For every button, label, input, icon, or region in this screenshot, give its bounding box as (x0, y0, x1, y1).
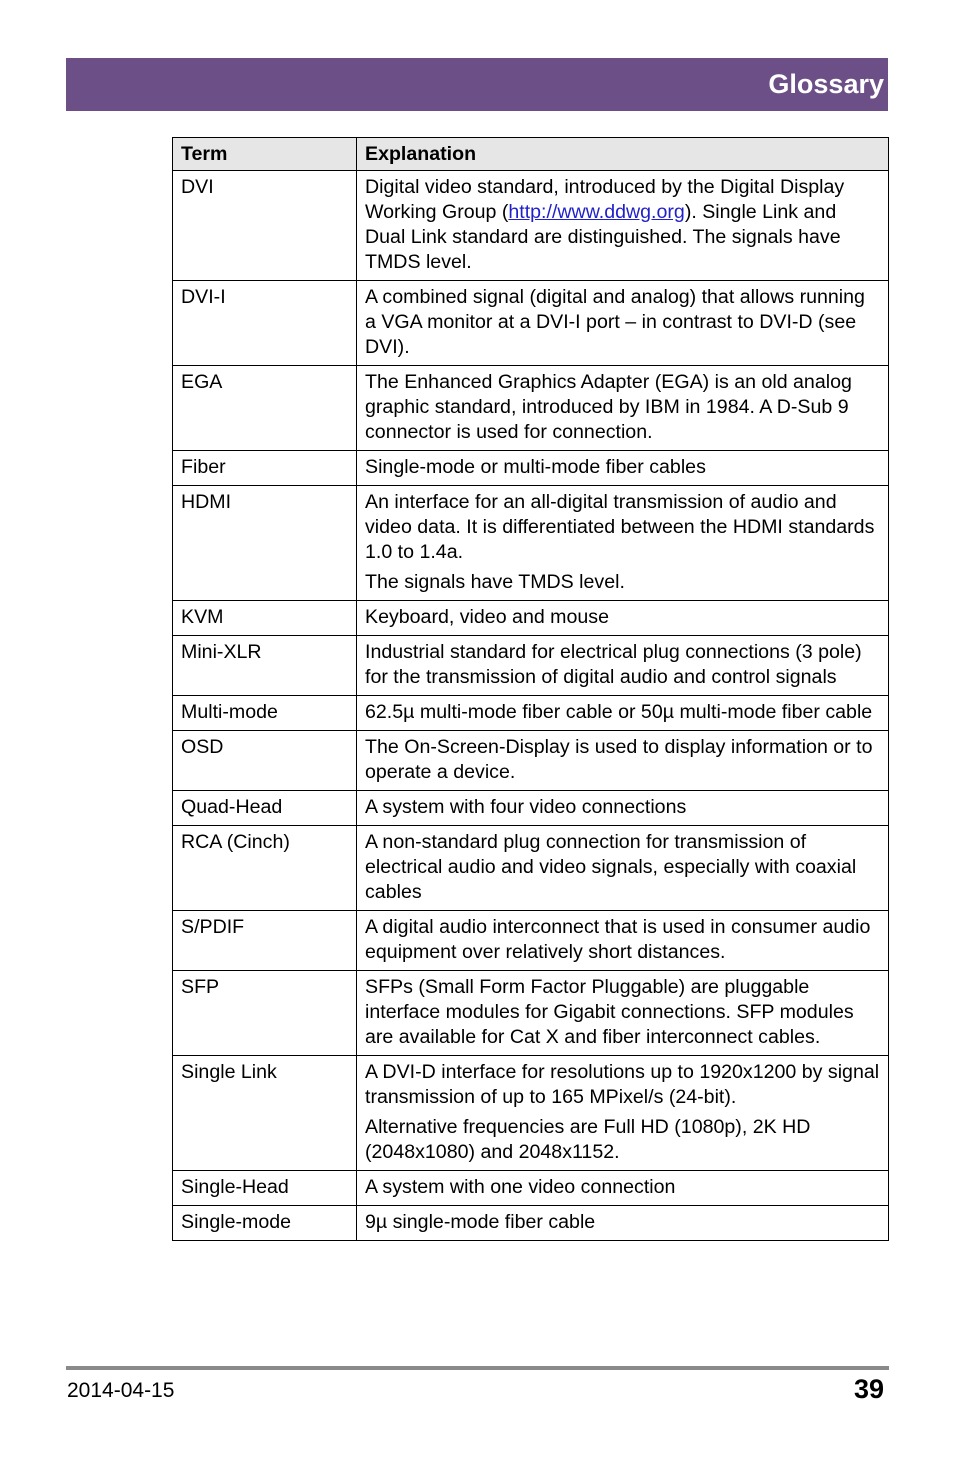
explanation-text: 62.5µ multi-mode fiber cable or 50µ multi-mode fiber cable (365, 701, 873, 723)
explanation-cell (357, 826, 889, 911)
explanation-cell (357, 451, 889, 486)
table-row (173, 486, 889, 601)
explanation-text: The signals have TMDS level. (365, 571, 625, 593)
table-row (173, 971, 889, 1056)
term-cell: DVI (173, 171, 357, 281)
glossary-table (172, 137, 889, 1241)
table-row (173, 1056, 889, 1171)
term-cell: Single-Head (173, 1171, 357, 1206)
table-header-row (173, 138, 889, 171)
column-header-explanation: Explanation (357, 138, 889, 171)
footer-date: 2014-04-15 (67, 1379, 175, 1402)
explanation-text: Digital video standard, introduced by the Digital Display Working Group ( (365, 176, 845, 223)
explanation-cell (357, 1171, 889, 1206)
table-row (173, 791, 889, 826)
glossary-body (173, 171, 889, 1241)
explanation-cell (357, 911, 889, 971)
table-row (173, 601, 889, 636)
header-bar (66, 58, 888, 111)
explanation-text: A system with four video connections (365, 796, 687, 818)
explanation-text: The Enhanced Graphics Adapter (EGA) is an old analog graphic standard, introduced by IBM in 1984. A D-Sub 9 connector is used for connection. (365, 371, 852, 443)
term-cell: Single-mode (173, 1206, 357, 1241)
table-row (173, 636, 889, 696)
explanation-text: Keyboard, video and mouse (365, 606, 609, 628)
term-cell: Fiber (173, 451, 357, 486)
explanation-text: An interface for an all-digital transmission of audio and video data. It is differentiated between the HDMI standards 1.0 to 1.4a. (365, 491, 875, 563)
explanation-cell (357, 366, 889, 451)
explanation-text: 9µ single-mode fiber cable (365, 1211, 596, 1233)
term-cell: HDMI (173, 486, 357, 601)
explanation-text: SFPs (Small Form Factor Pluggable) are pluggable interface modules for Gigabit connections. SFP modules are available for Cat X and fiber interconnect cables. (365, 976, 854, 1048)
explanation-text: A DVI-D interface for resolutions up to 1920x1200 by signal transmission of up to 165 MPixel/s (24-bit). (365, 1061, 880, 1108)
column-header-term: Term (173, 138, 357, 171)
term-cell: Mini-XLR (173, 636, 357, 696)
explanation-text: A digital audio interconnect that is used in consumer audio equipment over relatively short distances. (365, 916, 871, 963)
explanation-text: ). Single Link and Dual Link standard are distinguished. The signals have TMDS level. (365, 201, 841, 273)
explanation-cell (357, 281, 889, 366)
table-row (173, 826, 889, 911)
explanation-text: Single-mode or multi-mode fiber cables (365, 456, 706, 478)
table-row (173, 696, 889, 731)
explanation-cell (357, 171, 889, 281)
term-cell: OSD (173, 731, 357, 791)
term-cell: Single Link (173, 1056, 357, 1171)
explanation-text: A non-standard plug connection for transmission of electrical audio and video signals, especially with coaxial cables (365, 831, 857, 903)
table-row (173, 911, 889, 971)
term-cell: SFP (173, 971, 357, 1056)
explanation-text: The On-Screen-Display is used to display information or to operate a device. (365, 736, 873, 783)
ddwg-link[interactable]: http://www.ddwg.org (508, 201, 685, 223)
term-cell: RCA (Cinch) (173, 826, 357, 911)
table-row (173, 1171, 889, 1206)
term-cell: DVI-I (173, 281, 357, 366)
explanation-cell (357, 601, 889, 636)
term-cell: Quad-Head (173, 791, 357, 826)
term-cell: Multi-mode (173, 696, 357, 731)
table-row (173, 451, 889, 486)
explanation-cell (357, 486, 889, 601)
table-row (173, 281, 889, 366)
term-cell: EGA (173, 366, 357, 451)
explanation-cell (357, 971, 889, 1056)
term-cell: S/PDIF (173, 911, 357, 971)
explanation-text: Alternative frequencies are Full HD (1080p), 2K HD (2048x1080) and 2048x1152. (365, 1116, 811, 1163)
explanation-cell (357, 696, 889, 731)
table-row (173, 1206, 889, 1241)
explanation-cell (357, 791, 889, 826)
explanation-cell (357, 731, 889, 791)
footer-rule (66, 1366, 889, 1370)
explanation-cell (357, 1056, 889, 1171)
page-number: 39 (853, 1374, 884, 1404)
explanation-text: A system with one video connection (365, 1176, 676, 1198)
table-row (173, 366, 889, 451)
explanation-cell (357, 636, 889, 696)
explanation-text: Industrial standard for electrical plug connections (3 pole) for the transmission of digital audio and control signals (365, 641, 862, 688)
explanation-cell (357, 1206, 889, 1241)
explanation-text: A combined signal (digital and analog) that allows running a VGA monitor at a DVI-I port – in contrast to DVI-D (see DVI). (365, 286, 865, 358)
page-title: Glossary (768, 69, 884, 99)
table-row (173, 731, 889, 791)
term-cell: KVM (173, 601, 357, 636)
table-row (173, 171, 889, 281)
